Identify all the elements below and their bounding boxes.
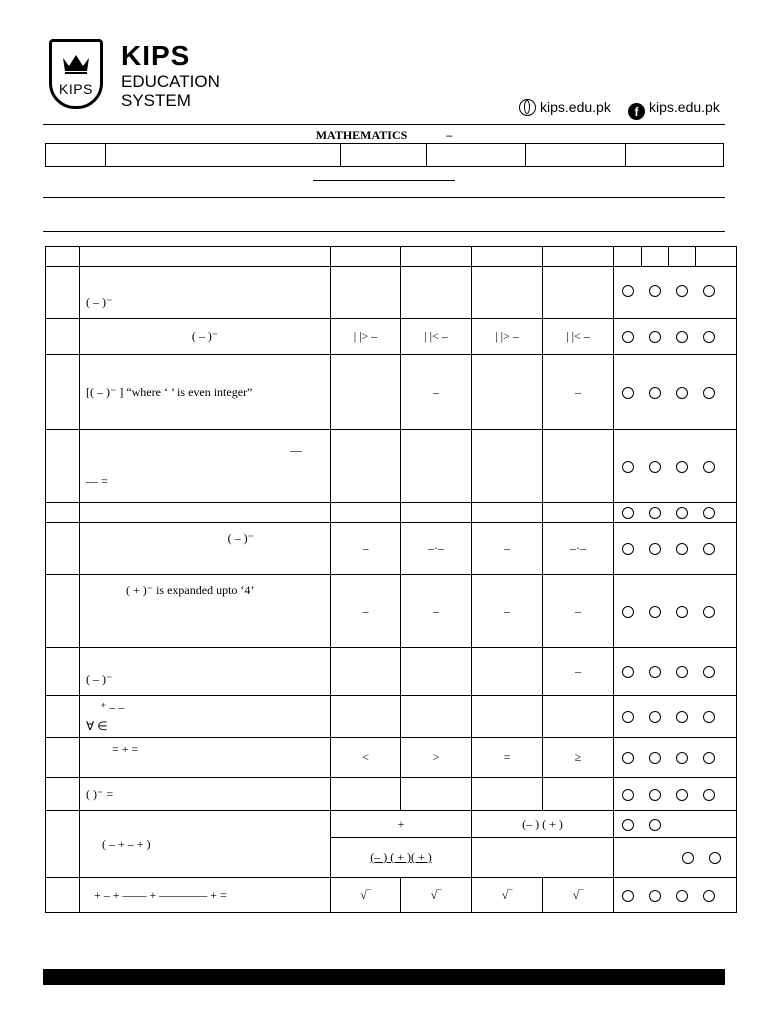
option-a [331, 696, 401, 738]
question-stem: ( )⁻ = [80, 778, 331, 811]
bubble-b[interactable] [649, 543, 661, 555]
bubble-a[interactable] [622, 543, 634, 555]
option-d: | |< – [543, 319, 614, 355]
bubble-a[interactable] [622, 507, 634, 519]
option-a: – [331, 575, 401, 648]
bubble-c[interactable] [682, 852, 694, 864]
underline [313, 180, 455, 181]
option-d: √‾ [543, 878, 614, 913]
bubble-b[interactable] [649, 606, 661, 618]
question-stem: ( – + – + ) [80, 811, 331, 878]
bubble-c[interactable] [676, 331, 688, 343]
info-cell[interactable] [626, 144, 724, 167]
option-c [472, 778, 543, 811]
bubble-b[interactable] [649, 890, 661, 902]
option-d [543, 503, 614, 523]
facebook-link[interactable] [628, 99, 720, 120]
facebook-icon: f [628, 103, 645, 120]
bubble-c[interactable] [676, 387, 688, 399]
option-b: > [401, 738, 472, 778]
header-cell [331, 247, 401, 267]
option-c: √‾ [472, 878, 543, 913]
table-header-row [46, 247, 737, 267]
option-a: | |> – [331, 319, 401, 355]
question-stem [80, 503, 331, 523]
bubble-c[interactable] [676, 543, 688, 555]
question-number-cell [46, 503, 80, 523]
question-number-cell [46, 430, 80, 503]
table-row [46, 648, 737, 696]
bubble-d[interactable] [703, 285, 715, 297]
answer-bubbles [614, 319, 737, 355]
stem-bottom: ∀ ∈ [86, 718, 108, 733]
bubble-d[interactable] [703, 606, 715, 618]
answer-bubbles [614, 355, 737, 430]
question-number-cell [46, 267, 80, 319]
option-c [472, 648, 543, 696]
question-stem: ( – )⁻ [80, 523, 331, 575]
bubble-c[interactable] [676, 752, 688, 764]
bubble-c[interactable] [676, 606, 688, 618]
table-row [46, 878, 737, 913]
option-b: – [401, 355, 472, 430]
brand-line-2: SYSTEM [121, 91, 191, 110]
question-stem [80, 430, 331, 503]
bubble-b[interactable] [649, 285, 661, 297]
header-cell [80, 247, 331, 267]
footer-bar [43, 969, 725, 985]
answer-bubbles [614, 696, 737, 738]
bubble-a[interactable] [622, 711, 634, 723]
brand-name: KIPS [121, 40, 191, 71]
answer-bubbles [614, 878, 737, 913]
stem-top: — [290, 443, 302, 457]
question-stem: = + = [80, 738, 331, 778]
option-c: (– ) ( + )( + ) [331, 838, 472, 878]
bubble-a[interactable] [622, 666, 634, 678]
table-row [46, 523, 737, 575]
option-b [401, 778, 472, 811]
table-row [46, 430, 737, 503]
option-b: –·– [401, 523, 472, 575]
crown-icon [61, 52, 91, 74]
bubble-d[interactable] [703, 752, 715, 764]
bubble-a[interactable] [622, 461, 634, 473]
option-d [472, 838, 614, 878]
option-c [472, 696, 543, 738]
facebook-text: kips.edu.pk [649, 99, 720, 115]
bubble-d[interactable] [703, 666, 715, 678]
bubble-d[interactable] [703, 543, 715, 555]
answer-bubbles [614, 267, 737, 319]
bubble-b[interactable] [649, 387, 661, 399]
option-a [331, 778, 401, 811]
question-number-cell [46, 648, 80, 696]
question-number-cell [46, 778, 80, 811]
bubble-c[interactable] [676, 789, 688, 801]
bubble-b[interactable] [649, 711, 661, 723]
option-d: – [543, 355, 614, 430]
question-number-cell [46, 738, 80, 778]
option-d [543, 778, 614, 811]
question-stem: ( + )⁻ is expanded upto ‘4’ [80, 575, 331, 648]
info-cell[interactable] [46, 144, 106, 167]
option-b [401, 648, 472, 696]
option-d [543, 430, 614, 503]
question-stem: ( – )⁻ [80, 267, 331, 319]
question-number-cell [46, 696, 80, 738]
option-d: –·– [543, 523, 614, 575]
bubble-a[interactable] [622, 387, 634, 399]
header-cell [472, 247, 543, 267]
option-d [543, 696, 614, 738]
option-d: – [543, 575, 614, 648]
table-row [46, 319, 737, 355]
bubble-d[interactable] [709, 852, 721, 864]
bubble-b[interactable] [649, 507, 661, 519]
header-divider [43, 124, 725, 125]
option-b: | |< – [401, 319, 472, 355]
subject-label: MATHEMATICS [315, 128, 408, 142]
option-b [401, 503, 472, 523]
bubble-d[interactable] [703, 507, 715, 519]
answer-bubbles [614, 575, 737, 648]
info-cell[interactable] [106, 144, 341, 167]
question-number-cell [46, 523, 80, 575]
table-row [46, 575, 737, 648]
option-b: – [401, 575, 472, 648]
question-stem: [( – )⁻ ] “where ‘ ’ is even integer” [80, 355, 331, 430]
table-row [46, 503, 737, 523]
option-c: = [472, 738, 543, 778]
stem-bottom: — = [86, 474, 108, 488]
answer-bubbles [614, 738, 737, 778]
mcq-table [45, 246, 737, 913]
option-a [331, 355, 401, 430]
option-a [331, 430, 401, 503]
header-cell [401, 247, 472, 267]
option-c: | |> – [472, 319, 543, 355]
header-cell [46, 247, 80, 267]
bubble-b[interactable] [649, 331, 661, 343]
divider [43, 231, 725, 232]
option-a: √‾ [331, 878, 401, 913]
bubble-a[interactable] [622, 606, 634, 618]
kips-logo [49, 39, 103, 109]
option-a: – [331, 523, 401, 575]
answer-bubbles-bottom [614, 838, 737, 878]
option-a: < [331, 738, 401, 778]
option-b: (– ) ( + ) [472, 811, 614, 838]
bubble-c[interactable] [676, 507, 688, 519]
option-c [472, 430, 543, 503]
bubble-d[interactable] [703, 331, 715, 343]
website-text: kips.edu.pk [540, 99, 611, 115]
option-a [331, 267, 401, 319]
answer-bubbles [614, 523, 737, 575]
divider [43, 197, 725, 198]
question-number-cell [46, 878, 80, 913]
bubble-b[interactable] [649, 752, 661, 764]
bubble-a[interactable] [622, 285, 634, 297]
question-stem: ( – )⁻ [80, 648, 331, 696]
table-row [46, 778, 737, 811]
brand-line-1: EDUCATION [121, 72, 220, 91]
question-number-cell [46, 811, 80, 878]
bubble-b[interactable] [649, 819, 661, 831]
option-c: – [472, 523, 543, 575]
stem-top: ⁺ – – [100, 699, 125, 714]
question-number-cell [46, 319, 80, 355]
answer-bubbles [614, 430, 737, 503]
table-row [46, 811, 737, 838]
question-stem: ( – )⁻ [80, 319, 331, 355]
header-cell [543, 247, 614, 267]
globe-icon [519, 99, 536, 116]
option-d [543, 267, 614, 319]
option-b [401, 696, 472, 738]
answer-bubbles-top [614, 811, 737, 838]
subject-dash: – [446, 128, 453, 142]
option-c [472, 355, 543, 430]
bubble-d[interactable] [703, 890, 715, 902]
question-stem [80, 696, 331, 738]
table-row [46, 738, 737, 778]
answer-bubbles [614, 503, 737, 523]
option-a [331, 503, 401, 523]
option-a [331, 648, 401, 696]
option-c [472, 503, 543, 523]
option-b: √‾ [401, 878, 472, 913]
question-number-cell [46, 355, 80, 430]
option-b [401, 267, 472, 319]
bubble-c[interactable] [676, 666, 688, 678]
bubble-c[interactable] [676, 711, 688, 723]
bubble-d[interactable] [703, 789, 715, 801]
logo-text: KIPS [59, 81, 93, 97]
info-cell[interactable] [526, 144, 626, 167]
option-c: – [472, 575, 543, 648]
bubble-c[interactable] [676, 890, 688, 902]
table-row [46, 696, 737, 738]
question-number-cell [46, 575, 80, 648]
bubble-c[interactable] [676, 285, 688, 297]
question-stem: + – + —— + ———— + = [80, 878, 331, 913]
option-d: – [543, 648, 614, 696]
bubble-b[interactable] [649, 461, 661, 473]
bubble-a[interactable] [622, 752, 634, 764]
bubble-a[interactable] [622, 819, 634, 831]
bubble-a[interactable] [622, 789, 634, 801]
option-d: ≥ [543, 738, 614, 778]
bubble-b[interactable] [649, 789, 661, 801]
answer-header-cell [614, 247, 737, 267]
bubble-a[interactable] [622, 331, 634, 343]
table-row [46, 355, 737, 430]
option-c [472, 267, 543, 319]
bubble-b[interactable] [649, 666, 661, 678]
info-cell[interactable] [427, 144, 526, 167]
bubble-d[interactable] [703, 387, 715, 399]
website-link[interactable] [519, 99, 611, 116]
answer-bubbles [614, 778, 737, 811]
bubble-c[interactable] [676, 461, 688, 473]
answer-bubbles [614, 648, 737, 696]
option-b [401, 430, 472, 503]
student-info-table [45, 143, 724, 167]
bubble-a[interactable] [622, 890, 634, 902]
subject-line [0, 128, 768, 143]
bubble-d[interactable] [703, 711, 715, 723]
table-row [46, 267, 737, 319]
info-cell[interactable] [341, 144, 427, 167]
bubble-d[interactable] [703, 461, 715, 473]
option-a: + [331, 811, 472, 838]
